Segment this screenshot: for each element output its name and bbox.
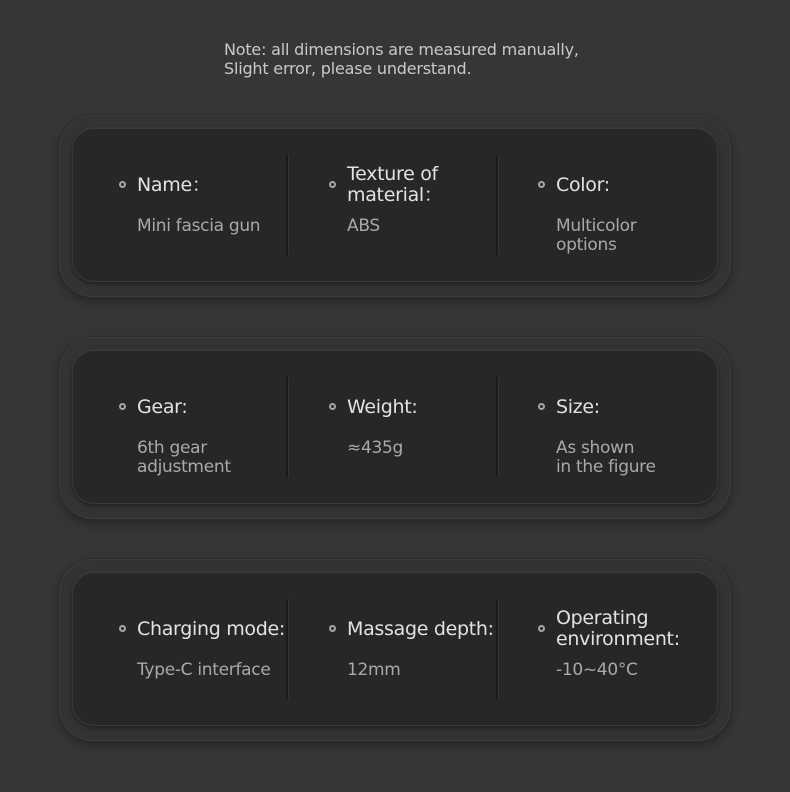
spec-label: Size:	[556, 396, 600, 418]
spec-label: Weight:	[347, 396, 418, 418]
bullet-icon	[329, 181, 336, 188]
bullet-icon	[119, 625, 126, 632]
bullet-icon	[119, 181, 126, 188]
spec-value: 12mm	[347, 660, 401, 680]
spec-value: -10~40°C	[556, 660, 638, 680]
spec-label: Gear:	[137, 396, 188, 418]
note-line-1: Note: all dimensions are measured manually,	[224, 40, 579, 59]
spec-value: 6th gear adjustment	[137, 438, 231, 477]
spec-panel-1	[59, 115, 731, 297]
bullet-icon	[538, 403, 545, 410]
divider	[496, 155, 498, 255]
spec-panel-2-inner	[72, 350, 718, 504]
divider	[286, 377, 288, 477]
spec-label: Charging mode:	[137, 618, 285, 640]
spec-value: Mini fascia gun	[137, 216, 261, 236]
spec-value: Multicolor options	[556, 216, 637, 255]
measurement-note	[224, 40, 579, 78]
spec-value: ≈435g	[347, 438, 403, 458]
spec-panel-2	[59, 337, 731, 519]
divider	[496, 599, 498, 699]
spec-value: ABS	[347, 216, 380, 236]
spec-panel-1-inner	[72, 128, 718, 282]
bullet-icon	[119, 403, 126, 410]
spec-label: Texture of material：	[347, 163, 443, 206]
divider	[286, 155, 288, 255]
divider	[286, 599, 288, 699]
spec-label: Operating environment:	[556, 607, 680, 650]
spec-value: As shown in the figure	[556, 438, 656, 477]
bullet-icon	[538, 625, 545, 632]
spec-value: Type-C interface	[137, 660, 271, 680]
note-line-2: Slight error, please understand.	[224, 59, 472, 78]
bullet-icon	[538, 181, 545, 188]
bullet-icon	[329, 403, 336, 410]
spec-label: Massage depth:	[347, 618, 494, 640]
spec-label: Name：	[137, 174, 211, 196]
spec-panel-3	[59, 559, 731, 741]
bullet-icon	[329, 625, 336, 632]
divider	[496, 377, 498, 477]
spec-panel-3-inner	[72, 572, 718, 726]
spec-label: Color:	[556, 174, 610, 196]
